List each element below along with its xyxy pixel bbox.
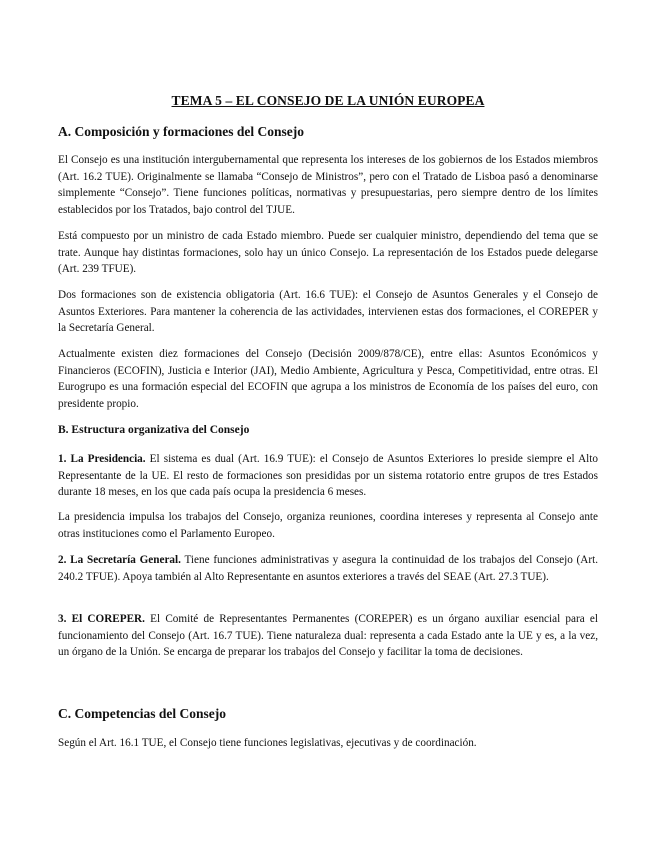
section-a-heading: A. Composición y formaciones del Consejo — [58, 124, 304, 139]
coreper-text: El Comité de Representantes Permanentes (COREPER) es un órgano auxiliar esencial para el funcionamiento del Consejo (Art. 16.7 TUE). Tiene naturaleza dual: representa a cada Estado ante la UE y es, a la vez, un órgano de la Unión. Se encarga de preparar los trabajos del Consejo y facilitar la toma de decisiones. — [58, 613, 598, 658]
paragraph-formaciones-obligatorias: Dos formaciones son de existencia obligatoria (Art. 16.6 TUE): el Consejo de Asuntos Generales y el Consejo de Asuntos Exteriores. Para mantener la coherencia de las actividades, intervienen estas dos formaciones, el COREPER y la Secretaría General. — [58, 289, 598, 334]
secretaria-text: Tiene funciones administrativas y asegura la continuidad de los trabajos del Consejo (Art. 240.2 TFUE). Apoya también al Alto Representante en asuntos exteriores a través del SEAE (Art. 27.3 TUE). — [58, 554, 598, 583]
secretaria-lead: 2. La Secretaría General. — [58, 554, 181, 566]
paragraph-diez-formaciones: Actualmente existen diez formaciones del Consejo (Decisión 2009/878/CE), entre ellas: Asuntos Económicos y Financieros (ECOFIN), Justicia e Interior (JAI), Medio Ambiente, Agricultura y Pesca, Competitividad, entre otras. El Eurogrupo es una formación especial del ECOFIN que agrupa a los ministros de Economía de los países del euro, con presidente propio. — [58, 348, 598, 410]
coreper-lead: 3. El COREPER. — [58, 613, 145, 625]
paragraph-competencias: Según el Art. 16.1 TUE, el Consejo tiene funciones legislativas, ejecutivas y de coordinación. — [58, 737, 477, 749]
paragraph-coreper — [58, 611, 598, 661]
paragraph-presidencia — [58, 451, 598, 501]
paragraph-composicion: Está compuesto por un ministro de cada Estado miembro. Puede ser cualquier ministro, dependiendo del tema que se trate. Aunque hay distintas formaciones, solo hay un único Consejo. La representación de los Estados puede delegarse (Art. 239 TFUE). — [58, 230, 598, 275]
document-title: TEMA 5 – EL CONSEJO DE LA UNIÓN EUROPEA — [171, 93, 485, 108]
section-b-heading: B. Estructura organizativa del Consejo — [58, 424, 250, 436]
paragraph-secretaria-general — [58, 552, 598, 585]
paragraph-presidencia-funciones: La presidencia impulsa los trabajos del Consejo, organiza reuniones, coordina intereses y representa al Consejo ante otras instituciones como el Parlamento Europeo. — [58, 511, 598, 540]
presidencia-lead: 1. La Presidencia. — [58, 453, 146, 465]
presidencia-text: El sistema es dual (Art. 16.9 TUE): el Consejo de Asuntos Exteriores lo preside siempre el Alto Representante de la UE. El resto de formaciones son presididas por un sistema rotatorio entre grupos de tres Estados durante 18 meses, en los que cada país ocupa la presidencia 6 meses. — [58, 453, 598, 498]
section-c-heading: C. Competencias del Consejo — [58, 706, 226, 721]
paragraph-consejo-definicion: El Consejo es una institución intergubernamental que representa los intereses de los gobiernos de los Estados miembros (Art. 16.2 TUE). Originalmente se llamaba “Consejo de Ministros”, pero con el Tratado de Lisboa pasó a denominarse simplemente “Consejo”. Tiene funciones políticas, normativas y presupuestarias, pero siempre dentro de los límites establecidos por los Tratados, bajo control del TJUE. — [58, 154, 598, 216]
